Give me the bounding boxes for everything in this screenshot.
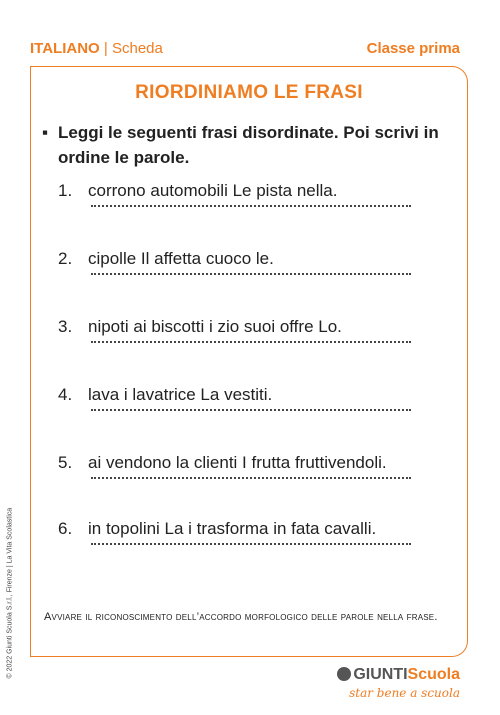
- brand-name-part1: GIUNTI: [353, 666, 408, 683]
- scrambled-sentence: in topolini La i trasforma in fata cavalli.: [88, 519, 377, 538]
- item-number: 6.: [58, 519, 73, 538]
- teacher-note: Avviare il riconoscimento dell’accordo morfologico delle parole nella frase.: [44, 611, 438, 623]
- answer-line[interactable]: [91, 273, 411, 275]
- item-number: 2.: [58, 249, 73, 268]
- scrambled-sentence: corrono automobili Le pista nella.: [88, 181, 338, 200]
- sheet-type-label: Scheda: [111, 40, 163, 57]
- class-label: Classe prima: [366, 40, 460, 57]
- answer-line[interactable]: [91, 477, 411, 479]
- scrambled-sentence: nipoti ai biscotti i zio suoi offre Lo.: [88, 317, 342, 336]
- instruction-text: Leggi le seguenti frasi disordinate. Poi scrivi in ordine le parole.: [58, 123, 439, 167]
- header-left: [30, 40, 163, 57]
- subject-label: ITALIANO: [30, 40, 100, 57]
- answer-line[interactable]: [91, 341, 411, 343]
- item-number: 3.: [58, 317, 73, 336]
- page-header: [30, 40, 460, 62]
- publisher-logo: [337, 666, 460, 700]
- giunti-g-icon: [337, 667, 351, 681]
- item-number: 5.: [58, 453, 73, 472]
- scrambled-sentence: ai vendono la clienti I frutta fruttivendoli.: [88, 453, 387, 472]
- answer-line[interactable]: [91, 543, 411, 545]
- scrambled-sentence: cipolle Il affetta cuoco le.: [88, 249, 274, 268]
- item-number: 1.: [58, 181, 73, 200]
- worksheet-title: RIORDINIAMO LE FRASI: [135, 82, 363, 103]
- bullet-icon: ▪: [42, 123, 49, 142]
- header-separator: |: [103, 40, 108, 57]
- answer-line[interactable]: [91, 409, 411, 411]
- brand-tagline: star bene a scuola: [349, 686, 460, 700]
- item-number: 4.: [58, 385, 73, 404]
- copyright-text: © 2022 Giunti Scuola S.r.l., Firenze | La Vita Scolastica: [6, 507, 14, 679]
- answer-line[interactable]: [91, 205, 411, 207]
- scrambled-sentence: lava i lavatrice La vestiti.: [88, 385, 273, 404]
- brand-name-part2: Scuola: [407, 666, 460, 683]
- copyright-sidebar: [0, 440, 14, 690]
